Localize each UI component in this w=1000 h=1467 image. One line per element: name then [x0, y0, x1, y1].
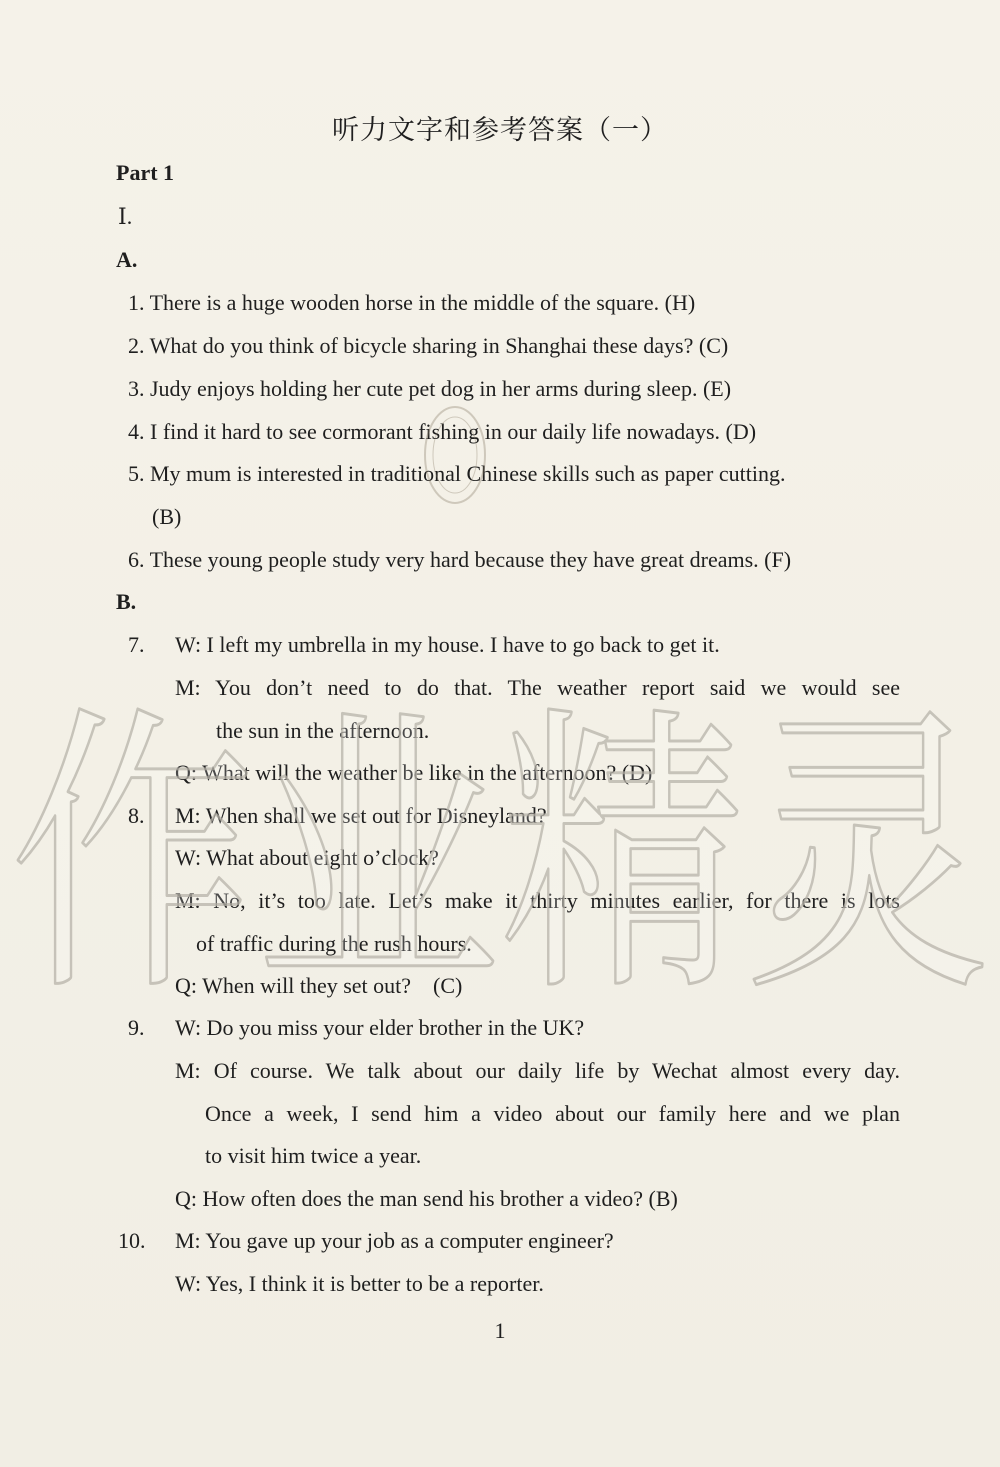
dialogue-line-continuation: the sun in the afternoon.: [216, 718, 430, 743]
dialogue-question: Q: What will the weather be like in the afternoon? (D): [175, 760, 653, 785]
dialogue-line: M: You gave up your job as a computer engineer?: [175, 1228, 614, 1253]
dialogue-question: Q: How often does the man send his brother a video? (B): [175, 1186, 678, 1211]
dialogue-line-continuation: to visit him twice a year.: [205, 1143, 422, 1168]
list-item-continuation: (B): [152, 504, 182, 529]
part-heading: Part 1: [116, 160, 175, 185]
dialogue-question: Q: When will they set out? (C): [175, 973, 463, 998]
list-item: 5. My mum is interested in traditional Chinese skills such as paper cutting.: [128, 461, 786, 486]
question-number: 9.: [128, 1015, 145, 1040]
list-item: 6. These young people study very hard because they have great dreams. (F): [128, 547, 792, 572]
section-b-heading: B.: [116, 589, 137, 614]
section-a-heading: A.: [116, 247, 138, 272]
dialogue-line: W: Do you miss your elder brother in the UK?: [175, 1015, 585, 1040]
dialogue-line: M: When shall we set out for Disneyland?: [175, 803, 547, 828]
list-item: 1. There is a huge wooden horse in the middle of the square. (H): [128, 290, 696, 315]
dialogue-line: W: Yes, I think it is better to be a reporter.: [175, 1271, 544, 1296]
page-number: 1: [494, 1318, 506, 1343]
dialogue-line: W: What about eight o’clock?: [175, 845, 439, 870]
dialogue-line-continuation: Once a week, I send him a video about our family here and we plan: [205, 1101, 900, 1126]
dialogue-line: M: Of course. We talk about our daily life by Wechat almost every day.: [175, 1058, 900, 1083]
question-number: 7.: [128, 632, 145, 657]
section-roman-heading: Ⅰ.: [118, 204, 133, 229]
svg-text:作业精灵: 作业精灵: [10, 682, 990, 1031]
dialogue-line: M: No, it’s too late. Let’s make it thirty minutes earlier, for there is lots: [175, 888, 900, 913]
dialogue-line: W: I left my umbrella in my house. I have to go back to get it.: [175, 632, 720, 657]
list-item: 2. What do you think of bicycle sharing in Shanghai these days? (C): [128, 333, 729, 358]
question-number: 8.: [128, 803, 145, 828]
dialogue-line: M: You don’t need to do that. The weather report said we would see: [175, 675, 900, 700]
list-item: 3. Judy enjoys holding her cute pet dog in her arms during sleep. (E): [128, 376, 732, 401]
list-item: 4. I find it hard to see cormorant fishing in our daily life nowadays. (D): [128, 419, 757, 444]
page-title: 听力文字和参考答案（一）: [332, 115, 668, 146]
dialogue-line-continuation: of traffic during the rush hours.: [196, 931, 472, 956]
question-number: 10.: [118, 1228, 146, 1253]
